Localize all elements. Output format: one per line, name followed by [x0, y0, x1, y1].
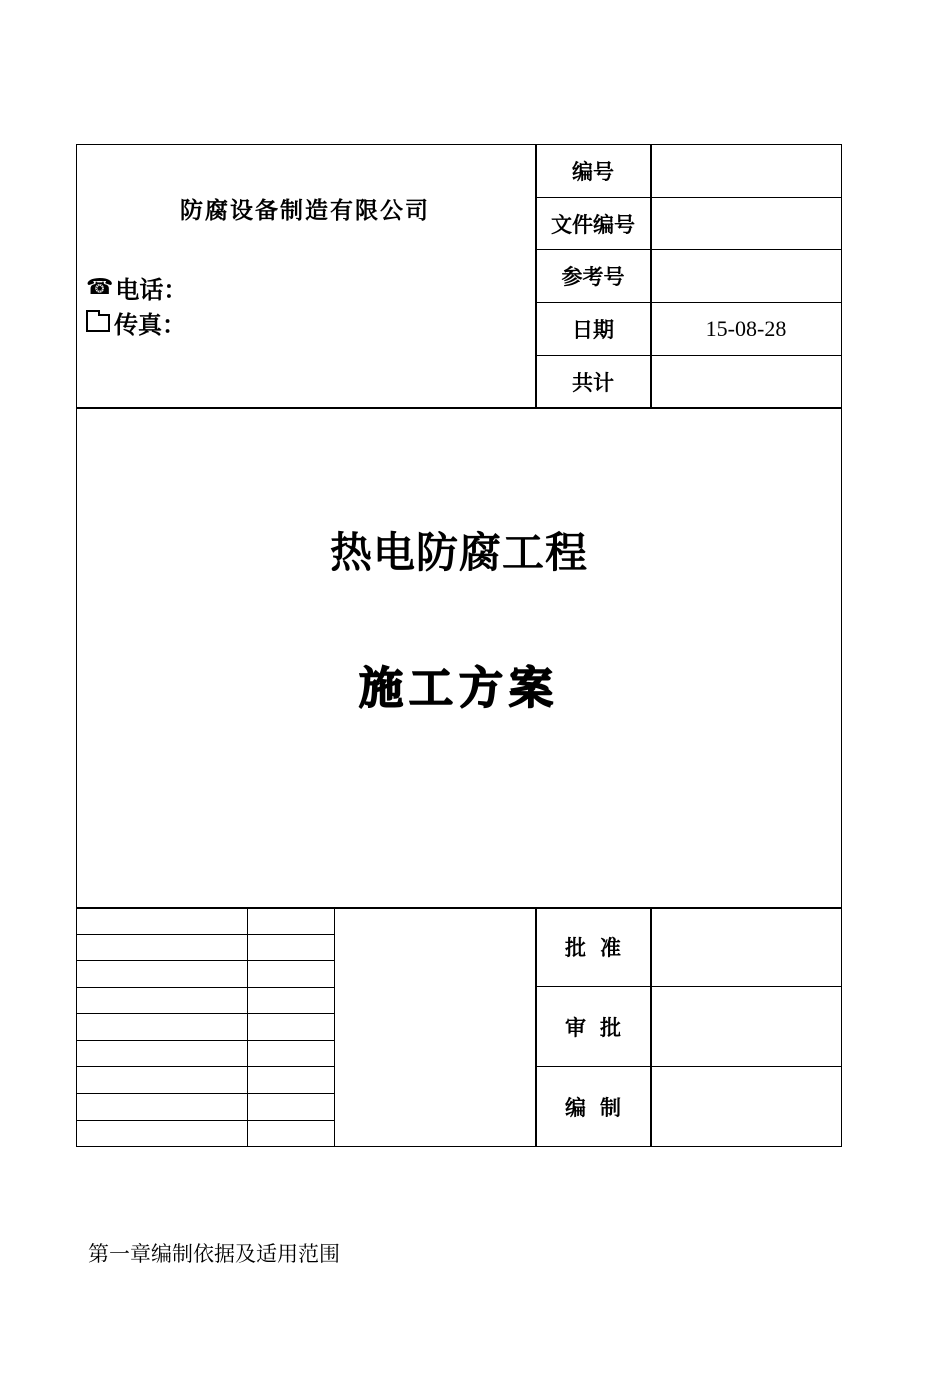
divider [76, 1093, 334, 1094]
compile-label: 编制 [565, 1096, 635, 1120]
divider [247, 907, 248, 1147]
divider [334, 907, 335, 1147]
project-title: 热电防腐工程 [329, 528, 588, 577]
divider [650, 907, 652, 1147]
phone-icon: ☎ [86, 274, 114, 300]
fax-line [86, 305, 186, 340]
divider [76, 1120, 334, 1121]
file-number-label: 文件编号 [551, 212, 635, 237]
company-name: 防腐设备制造有限公司 [180, 197, 430, 224]
document-frame [76, 144, 842, 1147]
total-label: 共计 [572, 370, 614, 395]
number-label: 编号 [572, 160, 614, 184]
divider [76, 1040, 334, 1041]
phone-label: 电话： [115, 276, 188, 304]
divider [76, 987, 334, 988]
plan-subtitle: 施工方案 [359, 663, 559, 714]
reference-label: 参考号 [561, 265, 625, 289]
fax-label: 传真： [114, 311, 186, 339]
date-label: 日期 [572, 318, 614, 342]
chapter-heading: 第一章编制依据及适用范围 [88, 1242, 340, 1266]
divider [76, 1066, 334, 1067]
folder-icon [86, 314, 110, 332]
divider [76, 1013, 334, 1014]
divider [76, 907, 842, 909]
divider [76, 934, 334, 935]
date-value: 15-08-28 [705, 316, 787, 341]
review-label: 审批 [565, 1015, 635, 1040]
phone-line [86, 270, 187, 305]
approve-label: 批准 [565, 936, 635, 960]
divider [650, 144, 652, 408]
divider [76, 407, 842, 409]
divider [76, 960, 334, 961]
